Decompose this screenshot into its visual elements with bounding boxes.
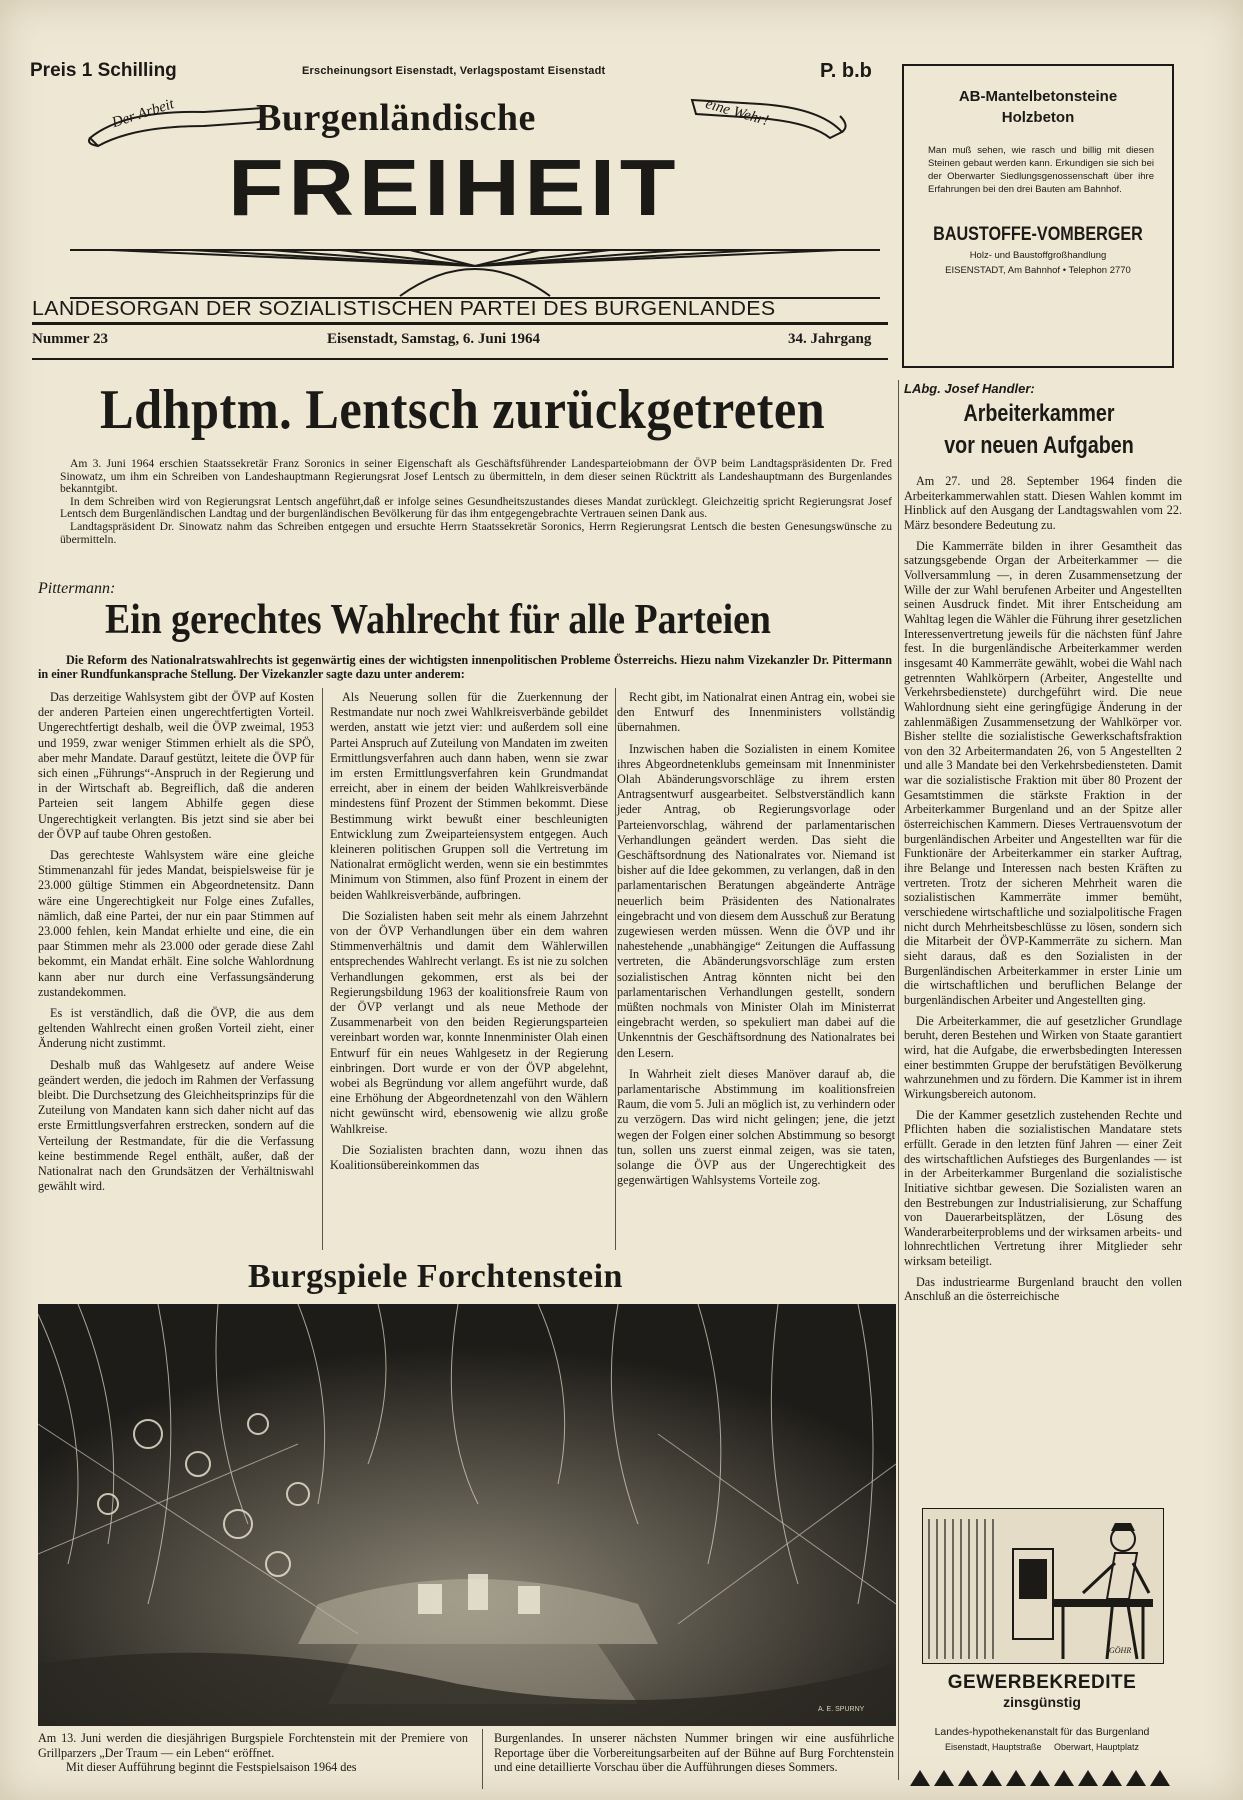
issue-volume: 34. Jahrgang: [788, 331, 872, 347]
article-lentsch-body: [60, 458, 892, 546]
article-paragraph: Das industriearme Burgenland braucht den vollen Anschluß an die österreichische: [904, 1274, 1182, 1304]
article-paragraph: Recht gibt, im Nationalrat einen Antrag ein, wobei sie den Entwurf des Innenministers vollständig übernahmen.: [617, 690, 895, 735]
masthead-title-main: FREIHEIT: [228, 143, 680, 232]
article-paragraph: Die Kammerräte bilden in ihrer Gesamtheit das satzungsgebende Organ der Arbeiterkammer — die Vollversammlung —, in deren Zusammensetzung der Wille der zur Wahl berufenen Arbeiter und Angestellten seinen Ausdruck findet. Mit ihrer Entscheidung am Wahltag legen die Wähler die Führung ihrer gesetzlichen Interessenvertretung jeweils für die nächsten fünf Jahre fest. In die burgenländische Arbeiterkammer werden insgesamt 40 Kammerräte gewählt, wobei die Wahl nach getrennten Wahlkörpern (Arbeiter, Angestellte und Verkehrsbedienstete) durchgeführt wird. Die neue Wahlordnung sieht eine geringfügige Änderung in der zahlenmäßigen Zusammensetzung der Wahlkörper vor. Bisher stellte die sozialistische Gewerkschaftsfraktion von den 32 Arbeitermandaten 26, von 5 Angestellten 2 und alle 3 Mandate bei den Verkehrsbediensteten. Damit war die sozialistische Fraktion mit über 80 Prozent der Gesamtstimmen die stärkste Fraktion in der Arbeiterkammer Burgenland und an der Spitze aller österreichischen Kammern. Dieses Vertrauensvotum der burgenländischen Arbeiter und Angestellten war für die Funktionäre der Arbeiterkammer ein starker Auftrag, ihre Belange und Interessen nach besten Kräften zu vertreten. Trotz der sicheren Mehrheit waren die sozialistischen Kammerräte immer bemüht, verschiedene wirtschaftliche und sozialpolitische Fragen nicht durch Mehrheitsbeschlüsse zu lösen, sondern sich die Mitarbeit der ÖVP-Kammerräte zu sichern. Man sieht daraus, daß es den Sozialisten in der Burgenländischen Arbeiterkammer in erster Linie um die wirtschaftlichen und beruflichen Belange der burgenländischen Arbeiter und Angestellten ging.: [904, 538, 1182, 1007]
column-rule: [322, 688, 323, 1250]
carpenter-workshop-illustration: [923, 1509, 1163, 1663]
headline-aufgaben: vor neuen Aufgaben: [944, 432, 1134, 459]
illustration-signature: GÖHR: [1109, 1646, 1132, 1655]
article-column-3: [617, 690, 895, 1195]
headline-lentsch: Ldhptm. Lentsch zurückgetreten: [100, 379, 826, 441]
ad-gewerbekredite-subheading: zinsgünstig: [1003, 1694, 1081, 1710]
ad-gewerbekredite-heading: GEWERBEKREDITE: [947, 1672, 1137, 1693]
issue-date: Eisenstadt, Samstag, 6. Juni 1964: [327, 331, 540, 347]
article-paragraph: Die Sozialisten brachten dann, wozu ihnen das Koalitionsübereinkommen das: [330, 1142, 608, 1173]
ad-company-line: Holz- und Baustoffgroßhandlung: [969, 250, 1107, 261]
article-paragraph: Die der Kammer gesetzlich zustehenden Rechte und Pflichten haben die sozialistischen Mandatare stets erfüllt. Gerade in den letzten fünf Jahren — einer Zeit des wirtschaftlichen Aufstieges des Burgenlandes — ist in der Arbeiterkammer Burgenland die sozialistische Initiative sichtbar gewesen. Die Sozialisten waren an den Bestrebungen zur Industrialisierung, zur Schaffung von Dauerarbeitsplätzen, der Lösung des Wanderarbeiterproblems und der wirksamen arbeits- und lohnrechtlichen Vertretung ihrer Mitglieder sehr wirksam beteiligt.: [904, 1107, 1182, 1269]
ad-logo-strip: [910, 1770, 1170, 1786]
article-paragraph: Landtagspräsident Dr. Sinowatz nahm das Schreiben entgegen und ersuchte Herrn Staatssekretär Soronics, Herrn Regierungsrat Lentsch die besten Genesungswünsche zu übermitteln.: [60, 519, 892, 546]
ad-address: EISENSTADT, Am Bahnhof • Telephon 2770: [945, 265, 1131, 276]
issue-number: Nummer 23: [32, 331, 108, 347]
article-arbeiterkammer-body: [904, 474, 1182, 1310]
headline-wahlrecht: Ein gerechtes Wahlrecht für alle Parteien: [105, 597, 771, 643]
column-rule: [482, 1729, 483, 1789]
byline-handler: LAbg. Josef Handler:: [904, 381, 1035, 396]
headline-burgspiele: Burgspiele Forchtenstein: [248, 1258, 623, 1295]
headline-arbeiterkammer: Arbeiterkammer: [963, 400, 1115, 427]
article-paragraph: Am 3. Juni 1964 erschien Staatssekretär Franz Soronics in seiner Eigenschaft als Geschäftsführender Landesparteiobmann der ÖVP beim Landtagspräsidenten Dr. Fred Sinowatz, um ihm ein Schreiben von Landeshauptmann Regierungsrat Josef Lentsch zu übermitteln, in dem dieser seinen Rücktritt als Landeshauptmann des Burgenlandes bekanntgibt.: [60, 457, 892, 496]
caption-paragraph: Mit dieser Aufführung beginnt die Festspielsaison 1964 des: [66, 1760, 357, 1775]
kicker-pittermann: Pittermann:: [38, 580, 116, 597]
masthead-subtitle: LANDESORGAN DER SOZIALISTISCHEN PARTEI DES BURGENLANDES: [32, 298, 776, 320]
article-paragraph: Es ist verständlich, daß die ÖVP, die aus dem geltenden Wahlrecht einen großen Vorteil zieht, einer Änderung nicht zustimmt.: [38, 1006, 314, 1051]
divider: [32, 358, 888, 360]
article-paragraph: Das gerechteste Wahlsystem wäre eine gleiche Stimmenanzahl für jedes Mandat, beispielsweise für je 23.000 gültige Stimmen ein Abgeordnetensitz. Dann wäre eine Ungerechtigkeit nur Folge eines Zufalles, nämlich, daß eine Partei, der nur ein paar Stimmen auf 23.000 fehlen, kein Mandat erhielte und eine, die ein paar Stimmen mehr als 23.000 oder gerade diese Zahl bekommt, ein Mandat erhält. Eine solche Wahlordnung kann aber nur durch eine Verfassungsänderung zustandekommen.: [38, 848, 314, 999]
column-rule: [898, 380, 899, 1780]
banner-left: [84, 96, 274, 148]
article-paragraph: Die Sozialisten haben seit mehr als einem Jahrzehnt von der ÖVP Verhandlungen über ein dem wahren Stimmenverhältnis und damit dem Wählerwillen entsprechendes Wahlrecht verlangt. Es ist nie zu solchen Verhandlungen gekommen, erst als bei der Regierungsbildung 1963 der koalitionsfreie Raum von der ÖVP verlangt und als neue Methode der Zusammenarbeit von den beiden Regierungsparteien vereinbart worden war, konnte Innenminister Olah einen Entwurf für ein neues Wahlgesetz in der Regierung einbringen. Dort wurde er von der ÖVP abgelehnt, wobei als Begründung vor allem angeführt wurde, daß eine Erhöhung der Abgeordnetenzahl von den Wählern nicht gewünscht wird, ebensowenig wie allzu große Wahlkreise.: [330, 908, 608, 1136]
ad-bank-line: Landes-hypothekenanstalt für das Burgenland: [934, 1726, 1150, 1738]
article-paragraph: Inzwischen haben die Sozialisten in einem Komitee ihres Abgeordnetenklubs gemeinsam mit Innenminister Olah Abänderungsvorschläge zu ihrem ersten Antragsentwurf ausgearbeitet. Selbstverständlich kann jeder Antrag, ob Regierungsvorlage oder Parteienvorschlag, während der parlamentarischen Verhandlungen geändert werden. Das sieht die Geschäftsordnung des Nationalrates vor. Niemand ist bisher auf die Idee gekommen, zu verlangen, daß in den parlamentarischen Beratungen abgeänderte Anträge neuerlich beim Präsidenten des Nationalrates eingebracht und von diesem dem Ausschuß zur Beratung zugewiesen werden müssen. Wenn die ÖVP und ihr nahestehende „unabhängige“ Zeitungen die Auffassung vertreten, die Abänderungsvorschläge zum ersten sozialistischen Antrag könnten nicht bei den parlamentarischen Verhandlungen gestellt, sondern müßten nochmals von Minister Olah im Ministerrat eingebracht werden, so spekuliert man dabei auf die Unkenntnis der Geschäftsordnung des Nationalrates bei den Lesern.: [617, 741, 895, 1060]
stage-scene-illustration: [38, 1304, 896, 1726]
sunrise-rays-icon: [70, 236, 880, 300]
photo-caption-right: Burgenlandes. In unserer nächsten Nummer bringen wir eine ausführliche Reportage über die Vorbereitungsarbeiten auf der Bühne auf Burg Forchtenstein und eine detaillierte Vorschau über die Aufführungen dieses Sommers.: [494, 1731, 894, 1775]
ad-box-top: [902, 64, 1174, 368]
article-lead: Die Reform des Nationalratswahlrechts ist gegenwärtig eines der wichtigsten innenpolitischen Probleme Österreichs. Hiezu nahm Vizekanzler Dr. Pittermann in einer Rundfunkansprache Stellung. Der Vizekanzler sagte dazu unter anderem:: [38, 653, 892, 681]
ad-bank-addresses: Eisenstadt, Hauptstraße Oberwart, Hauptplatz: [944, 1742, 1140, 1752]
caption-paragraph: Am 13. Juni werden die diesjährigen Burgspiele Forchtenstein mit der Premiere von Grillparzers „Der Traum — ein Leben“ eröffnet.: [38, 1731, 468, 1760]
article-paragraph: Die Arbeiterkammer, die auf gesetzlicher Grundlage beruht, deren Bestehen und Wirken von Staate garantiert wird, hat die Aufgabe, die erwerbsbedingten Interessen einer bestimmten Gruppe der berufstätigen Bevölkerung wahrzunehmen und zu fördern. Die Kammer ist in ihrem Wirkungsbereich autonom.: [904, 1013, 1182, 1101]
ad-body: Man muß sehen, wie rasch und billig mit diesen Steinen gebaut werden kann. Erkundigen sie sich bei der Oberwarter Siedlungsgenossenschaft über ihre Erfahrungen bei den drei Bauten am Bahnhof.: [928, 145, 1154, 195]
ad-company: BAUSTOFFE-VOMBERGER: [933, 224, 1143, 245]
banner-right: [690, 92, 850, 142]
ad-illustration: [922, 1508, 1164, 1664]
article-column-2: [330, 690, 608, 1179]
column-rule: [615, 688, 616, 1250]
photo-signature: A. E. SPURNY: [818, 1706, 865, 1713]
article-paragraph: In Wahrheit zielt dieses Manöver darauf ab, die parlamentarische Abstimmung im koalitionsfreien Raum, die vom 5. Juli an möglich ist, zu verhindern oder zu verzögern. Das wird nicht gelingen; jene, die jetzt wegen der Folgen einer solchen Abstimmung so besorgt tun, sollen uns zuerst einmal zeigen, was sie taten, solange die ÖVP aus der Ungerechtigkeit des gegenwärtigen Wahlsystems Vorteile zog.: [617, 1066, 895, 1188]
decorative-pattern-icon: [910, 1770, 1170, 1786]
banner-right-text: eine Wehr!: [703, 96, 771, 130]
article-paragraph: Das derzeitige Wahlsystem gibt der ÖVP auf Kosten der anderen Parteien einen ungerechtfertigten Vorteil. Ungerechtfertigt deshalb, weil die ÖVP zweimal, 1953 und 1959, zwar weniger Stimmen erhielt als die SPÖ, aber mehr Mandate. Darauf gestützt, leitete die ÖVP für sich einen „Führungs“-Anspruch in der Regierung und in der Wirtschaft ab. Begreiflich, daß die anderen Parteien seit langem Abhilfe gegen diese Ungerechtigkeit verlangten. Bis jetzt sind sie aber bei der ÖVP auf taube Ohren gestoßen.: [38, 690, 314, 841]
article-column-1: [38, 690, 314, 1201]
article-paragraph: Am 27. und 28. September 1964 finden die Arbeiterkammerwahlen statt. Diesen Wahlen kommt im Hinblick auf den Ausgang der Landtagswahlen vom 22. März besondere Bedeutung zu.: [904, 474, 1182, 532]
postal-mark: P. b.b: [820, 60, 872, 82]
masthead-title-top: Burgenländische: [256, 97, 536, 139]
article-paragraph: Als Neuerung sollen für die Zuerkennung der Restmandate nur noch zwei Wahlkreisverbände gebildet werden, anstatt wie jetzt vier: und außerdem soll eine Partei Anspruch auf Zuteilung von Mandaten im zweiten Ermittlungsverfahren auch dann haben, wenn sie zwar im ersten Ermittlungsverfahren kein Grundmandat erreicht, aber in einem der beiden Wahlkreisverbände mindestens fünf Prozent der Stimmen bekommt. Diese Bestimmung wirkt bewußt einer beschleunigten Entwicklung zum Zweiparteiensystem entgegen. Auch kleineren politischen Gruppen soll die Vertretung im Nationalrat ermöglicht werden, wenn sie ein bestimmtes Minimum von Stimmen, also fünf Prozent in einem der beiden Wahlkreisverbände, aufbringen.: [330, 690, 608, 902]
divider: [32, 322, 888, 325]
publication-info: Erscheinungsort Eisenstadt, Verlagspostamt Eisenstadt: [302, 65, 606, 77]
price: Preis 1 Schilling: [30, 60, 177, 81]
stage-photo: [38, 1304, 896, 1726]
article-paragraph: Deshalb muß das Wahlgesetz auf andere Weise geändert werden, die jedoch im Rahmen der Verfassung bleibt. Die Durchsetzung des Gleichheitsprinzips für die Zuteilung von Mandaten kann sich daher nicht auf das erste Ermittlungsverfahren erstrecken, sondern auf die Verteilung der Restmandate, für die die Verfassung keine bestimmende Regel enthält, außer, daß der Nationalrat nach den Grundsätzen der Verhältniswahl gewählt wird.: [38, 1057, 314, 1194]
photo-caption-left: [38, 1731, 468, 1775]
ad-heading: AB-Mantelbetonsteine: [958, 88, 1118, 105]
article-paragraph: In dem Schreiben wird von Regierungsrat Lentsch angeführt,daß er infolge seines Gesundheitszustandes dieses Mandat zurücklegt. Gleichzeitig spricht Regierungsrat Josef Lentsch dem Burgenländischen Landtag und der burgenländischen Bevölkerung für das ihm entgegengebrachte Vertrauen seinen Dank aus.: [60, 494, 892, 521]
banner-left-text: Der Arbeit: [110, 96, 177, 132]
ad-subheading: Holzbeton: [1001, 109, 1075, 126]
